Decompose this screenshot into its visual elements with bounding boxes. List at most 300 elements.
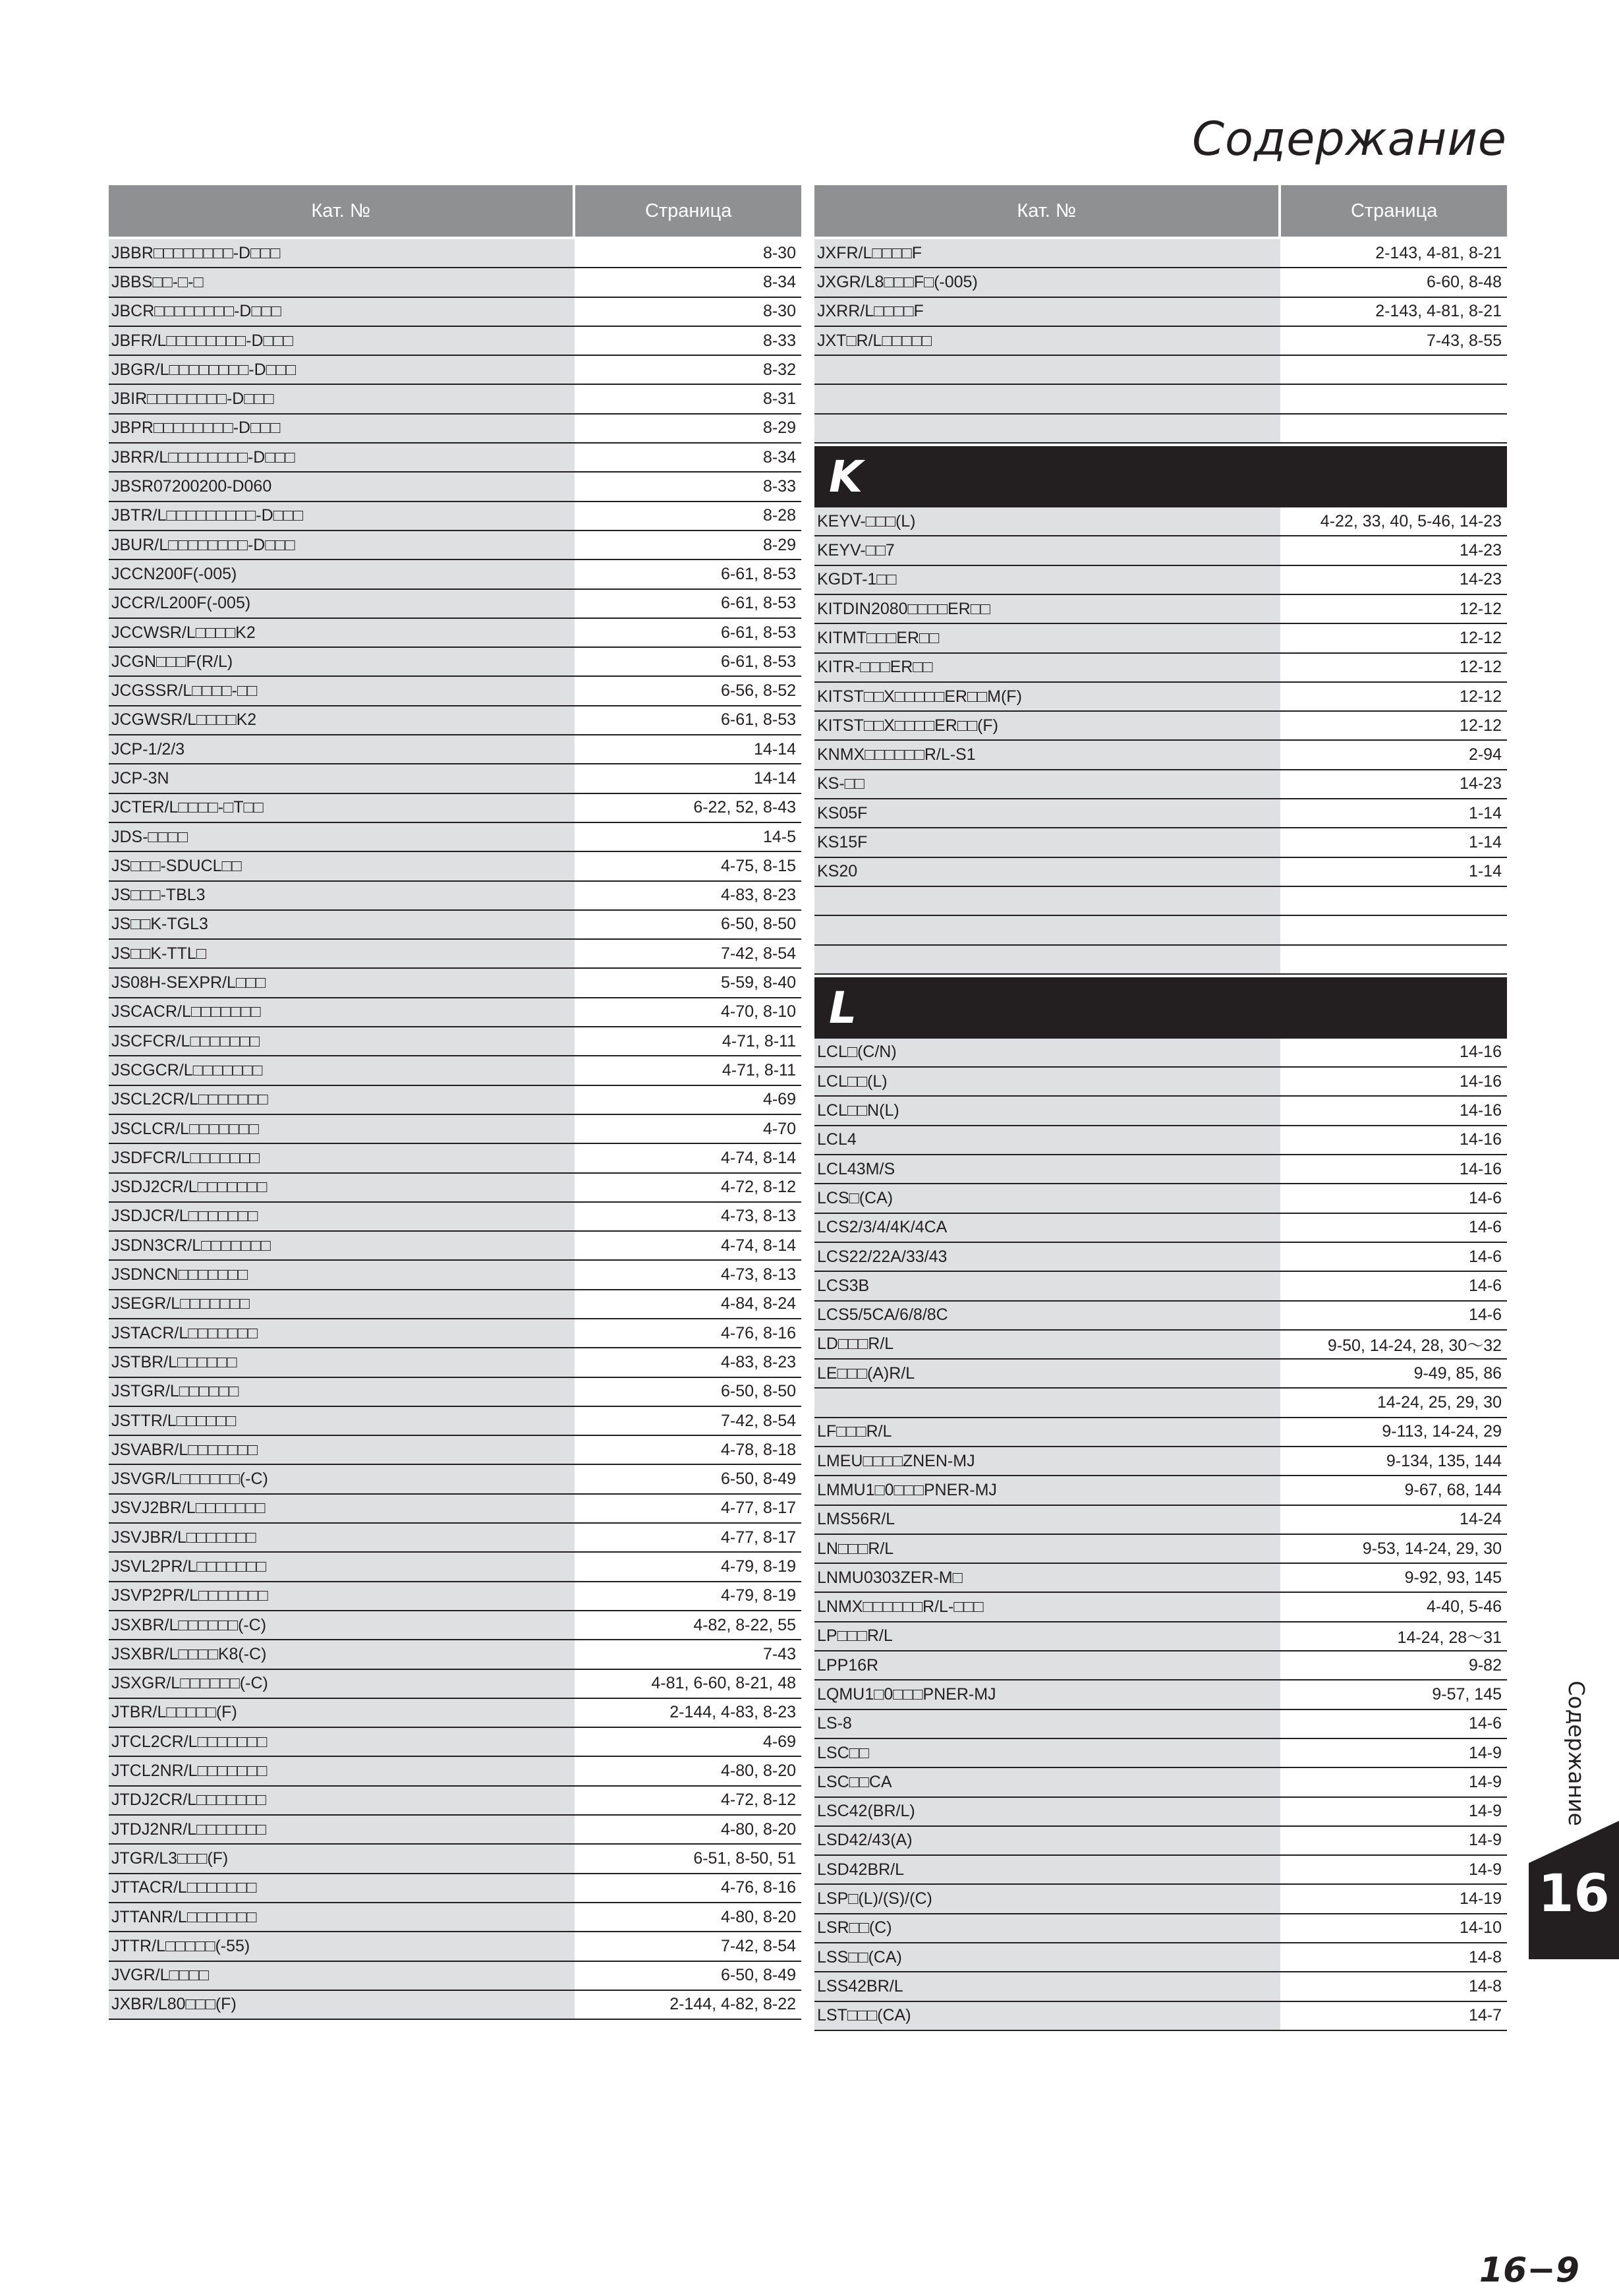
catalog-number-cell: LQMU1□0□□□PNER-MJ: [814, 1680, 1280, 1708]
left-rows: [109, 237, 801, 2020]
page-ref-cell: 4-22, 33, 40, 5-46, 14-23: [1280, 507, 1507, 535]
chapter-tab: [1529, 1821, 1619, 1959]
catalog-number-cell: JCGSSR/L□□□□-□□: [109, 677, 575, 704]
catalog-number-cell: JSDFCR/L□□□□□□□: [109, 1144, 575, 1172]
catalog-number-cell: JSTGR/L□□□□□□: [109, 1378, 575, 1406]
catalog-number-cell: JTTACR/L□□□□□□□: [109, 1874, 575, 1902]
page-ref-cell: 14-9: [1280, 1739, 1507, 1767]
page-ref-cell: 2-143, 4-81, 8-21: [1280, 239, 1507, 267]
table-row: [109, 268, 801, 297]
table-row: [109, 1582, 801, 1611]
page-ref-cell: [1280, 916, 1507, 944]
table-row: [814, 683, 1507, 712]
catalog-number-cell: JSCFCR/L□□□□□□□: [109, 1027, 575, 1055]
table-row: [814, 712, 1507, 741]
catalog-number-cell: LCL□□N(L): [814, 1097, 1280, 1124]
page-ref-cell: 2-144, 4-83, 8-23: [575, 1699, 801, 1727]
page-ref-cell: 14-6: [1280, 1214, 1507, 1242]
catalog-number-cell: KITR-□□□ER□□: [814, 654, 1280, 681]
page-ref-cell: 4-74, 8-14: [575, 1144, 801, 1172]
table-row: [109, 356, 801, 385]
page-ref-cell: 8-31: [575, 385, 801, 413]
table-row: [814, 916, 1507, 945]
page-ref-cell: 14-16: [1280, 1097, 1507, 1124]
page-ref-cell: 6-61, 8-53: [575, 619, 801, 646]
table-row: [109, 444, 801, 473]
table-row: [109, 1290, 801, 1319]
table-row: [814, 654, 1507, 683]
catalog-number-cell: LCS5/5CA/6/8/8C: [814, 1302, 1280, 1329]
right-index-table: [814, 185, 1507, 2031]
catalog-number-cell: LSC42(BR/L): [814, 1798, 1280, 1825]
catalog-number-cell: JSVJBR/L□□□□□□□: [109, 1524, 575, 1551]
table-row: [109, 298, 801, 327]
table-row: [814, 298, 1507, 327]
page-ref-cell: 14-19: [1280, 1885, 1507, 1912]
table-row: [109, 911, 801, 940]
table-row: [814, 1184, 1507, 1213]
catalog-number-cell: JS□□K-TGL3: [109, 911, 575, 938]
page-ref-cell: 14-24, 28～31: [1280, 1622, 1507, 1650]
table-row: [109, 619, 801, 648]
page-ref-cell: 14-16: [1280, 1068, 1507, 1095]
table-row: [814, 1097, 1507, 1126]
table-row: [814, 1593, 1507, 1622]
catalog-number-cell: LCL4: [814, 1126, 1280, 1154]
catalog-number-cell: LSR□□(C): [814, 1914, 1280, 1942]
right-top-rows: [814, 237, 1507, 444]
catalog-number-cell: KS05F: [814, 799, 1280, 827]
catalog-number-cell: JSXBR/L□□□□□□(-C): [109, 1611, 575, 1639]
page-ref-cell: 14-9: [1280, 1798, 1507, 1825]
catalog-number-cell: JCTER/L□□□□-□T□□: [109, 794, 575, 822]
catalog-number-cell: LCL□□(L): [814, 1068, 1280, 1095]
catalog-number-cell: JCP-1/2/3: [109, 735, 575, 763]
page-ref-cell: 9-67, 68, 144: [1280, 1476, 1507, 1504]
page-ref-cell: 2-94: [1280, 741, 1507, 768]
table-row: [814, 1768, 1507, 1797]
catalog-number-cell: JXRR/L□□□□F: [814, 298, 1280, 326]
catalog-number-cell: JSEGR/L□□□□□□□: [109, 1290, 575, 1318]
page-ref-cell: 4-75, 8-15: [575, 852, 801, 880]
table-row: [814, 624, 1507, 653]
catalog-number-cell: JBUR/L□□□□□□□□-D□□□: [109, 531, 575, 559]
page-ref-cell: 14-6: [1280, 1272, 1507, 1300]
table-row: [109, 1086, 801, 1115]
table-row: [814, 1564, 1507, 1593]
catalog-number-cell: LSC□□CA: [814, 1768, 1280, 1796]
table-row: [814, 770, 1507, 799]
catalog-number-cell: LE□□□(A)R/L: [814, 1360, 1280, 1387]
table-row: [814, 858, 1507, 887]
table-row: [109, 1932, 801, 1961]
page-ref-cell: [1280, 356, 1507, 384]
catalog-number-cell: JSTACR/L□□□□□□□: [109, 1319, 575, 1347]
catalog-number-cell: JSTTR/L□□□□□□: [109, 1407, 575, 1435]
table-row: [814, 1039, 1507, 1068]
catalog-number-cell: JBBR□□□□□□□□-D□□□: [109, 239, 575, 267]
page-ref-cell: 14-16: [1280, 1126, 1507, 1154]
catalog-number-cell: LF□□□R/L: [814, 1418, 1280, 1446]
catalog-number-cell: KGDT-1□□: [814, 566, 1280, 594]
table-row: [814, 1214, 1507, 1243]
page-ref-cell: 4-72, 8-12: [575, 1787, 801, 1814]
page-ref-cell: 6-56, 8-52: [575, 677, 801, 704]
page-ref-cell: 6-50, 8-50: [575, 1378, 801, 1406]
catalog-number-cell: JBCR□□□□□□□□-D□□□: [109, 298, 575, 326]
page-ref-cell: 14-9: [1280, 1856, 1507, 1883]
page-ref-cell: 4-76, 8-16: [575, 1874, 801, 1902]
catalog-number-cell: [814, 415, 1280, 442]
page-ref-cell: 1-14: [1280, 828, 1507, 856]
table-row: [814, 356, 1507, 385]
catalog-number-cell: JXBR/L80□□□(F): [109, 1991, 575, 2019]
page-ref-cell: [1280, 385, 1507, 413]
page-ref-cell: 14-16: [1280, 1039, 1507, 1066]
catalog-number-cell: LCS3B: [814, 1272, 1280, 1300]
page-ref-cell: [1280, 887, 1507, 915]
table-row: [814, 536, 1507, 565]
table-row: [814, 1447, 1507, 1476]
page-ref-cell: 9-50, 14-24, 28, 30～32: [1280, 1331, 1507, 1358]
table-row: [814, 741, 1507, 770]
page-ref-cell: 8-28: [575, 502, 801, 530]
page-ref-cell: 4-81, 6-60, 8-21, 48: [575, 1670, 801, 1698]
table-row: [109, 502, 801, 531]
catalog-number-cell: KS20: [814, 858, 1280, 886]
catalog-number-cell: JSVABR/L□□□□□□□: [109, 1436, 575, 1464]
page-ref-cell: 12-12: [1280, 654, 1507, 681]
catalog-number-cell: LSP□(L)/(S)/(C): [814, 1885, 1280, 1912]
page-ref-cell: 6-61, 8-53: [575, 590, 801, 617]
table-row: [109, 735, 801, 764]
catalog-number-cell: JTDJ2NR/L□□□□□□□: [109, 1816, 575, 1843]
catalog-number-cell: LMEU□□□□ZNEN-MJ: [814, 1447, 1280, 1475]
table-row: [814, 1856, 1507, 1885]
table-row: [109, 1611, 801, 1640]
table-row: [109, 1991, 801, 2020]
table-row: [109, 648, 801, 677]
catalog-number-cell: JBPR□□□□□□□□-D□□□: [109, 415, 575, 442]
catalog-number-cell: JCCWSR/L□□□□K2: [109, 619, 575, 646]
catalog-number-cell: JSVGR/L□□□□□□(-C): [109, 1465, 575, 1493]
page-ref-cell: 14-9: [1280, 1768, 1507, 1796]
catalog-number-cell: JSDN3CR/L□□□□□□□: [109, 1232, 575, 1259]
table-row: [109, 1203, 801, 1232]
page-ref-cell: 4-73, 8-13: [575, 1261, 801, 1288]
page-ref-cell: 8-34: [575, 444, 801, 471]
table-row: [109, 1261, 801, 1290]
table-row: [814, 595, 1507, 624]
table-row: [109, 1757, 801, 1786]
section-k-rows: [814, 507, 1507, 975]
catalog-number-cell: [814, 946, 1280, 973]
page-ref-cell: 14-23: [1280, 536, 1507, 564]
table-row: [814, 1798, 1507, 1827]
page-ref-cell: 9-134, 135, 144: [1280, 1447, 1507, 1475]
table-row: [814, 1943, 1507, 1972]
catalog-number-cell: JBBS□□-□-□: [109, 268, 575, 296]
table-row: [814, 1651, 1507, 1680]
side-section-label: [1556, 1674, 1596, 1832]
page-ref-cell: 9-53, 14-24, 29, 30: [1280, 1535, 1507, 1563]
catalog-number-cell: JSCLCR/L□□□□□□□: [109, 1115, 575, 1143]
table-row: [814, 239, 1507, 268]
table-row: [814, 828, 1507, 857]
table-row: [109, 1144, 801, 1173]
catalog-number-cell: [814, 356, 1280, 384]
catalog-number-cell: LSD42/43(A): [814, 1827, 1280, 1854]
catalog-number-cell: JSCGCR/L□□□□□□□: [109, 1056, 575, 1084]
table-row: [109, 1174, 801, 1203]
table-row: [814, 1418, 1507, 1447]
table-row: [109, 1115, 801, 1144]
page-ref-cell: 4-70, 8-10: [575, 998, 801, 1026]
catalog-number-cell: LCL□(C/N): [814, 1039, 1280, 1066]
page-ref-cell: 6-22, 52, 8-43: [575, 794, 801, 822]
catalog-number-cell: JBTR/L□□□□□□□□□-D□□□: [109, 502, 575, 530]
table-row: [109, 852, 801, 881]
page-ref-cell: 4-78, 8-18: [575, 1436, 801, 1464]
page-ref-cell: 14-23: [1280, 566, 1507, 594]
catalog-number-cell: KITST□□X□□□□ER□□(F): [814, 712, 1280, 739]
table-row: [814, 887, 1507, 916]
catalog-number-cell: LS-8: [814, 1710, 1280, 1738]
catalog-number-cell: JCCN200F(-005): [109, 560, 575, 588]
catalog-number-cell: JBSR07200200-D060: [109, 473, 575, 500]
catalog-number-cell: [814, 887, 1280, 915]
table-row: [109, 882, 801, 911]
table-row: [814, 2002, 1507, 2031]
table-row: [109, 1027, 801, 1056]
page-ref-cell: 14-23: [1280, 770, 1507, 798]
section-header-k: K: [814, 446, 1507, 507]
page-ref-cell: 4-74, 8-14: [575, 1232, 801, 1259]
table-row: [109, 1465, 801, 1494]
catalog-number-cell: JSCL2CR/L□□□□□□□: [109, 1086, 575, 1114]
catalog-number-cell: JTTR/L□□□□□(-55): [109, 1932, 575, 1960]
page-ref-cell: 6-50, 8-50: [575, 911, 801, 938]
page-ref-cell: 7-42, 8-54: [575, 1932, 801, 1960]
page-ref-cell: 6-61, 8-53: [575, 560, 801, 588]
page-ref-cell: 6-50, 8-49: [575, 1465, 801, 1493]
catalog-number-cell: JBRR/L□□□□□□□□-D□□□: [109, 444, 575, 471]
page-ref-cell: 4-73, 8-13: [575, 1203, 801, 1230]
table-row: [814, 415, 1507, 444]
catalog-number-cell: KEYV-□□□(L): [814, 507, 1280, 535]
page-ref-cell: 14-10: [1280, 1914, 1507, 1942]
page-ref-cell: 14-6: [1280, 1243, 1507, 1271]
page-ref-cell: 14-24: [1280, 1506, 1507, 1534]
catalog-number-cell: JSCACR/L□□□□□□□: [109, 998, 575, 1026]
catalog-number-cell: LNMX□□□□□□R/L-□□□: [814, 1593, 1280, 1621]
table-row: [109, 385, 801, 414]
catalog-number-cell: JCCR/L200F(-005): [109, 590, 575, 617]
table-row: [109, 794, 801, 823]
page-ref-cell: 12-12: [1280, 683, 1507, 710]
page-ref-cell: 9-57, 145: [1280, 1680, 1507, 1708]
page-ref-cell: 4-80, 8-20: [575, 1903, 801, 1931]
table-row: [109, 1874, 801, 1903]
catalog-number-cell: KITST□□X□□□□□ER□□M(F): [814, 683, 1280, 710]
page-ref-cell: 9-92, 93, 145: [1280, 1564, 1507, 1592]
catalog-number-cell: JSVL2PR/L□□□□□□□: [109, 1553, 575, 1580]
table-row: [109, 590, 801, 619]
page-ref-cell: 7-43: [575, 1640, 801, 1668]
page-ref-cell: 14-24, 25, 29, 30: [1280, 1389, 1507, 1416]
page-ref-cell: 9-82: [1280, 1651, 1507, 1679]
catalog-number-cell: JCGN□□□F(R/L): [109, 648, 575, 675]
page-ref-cell: 12-12: [1280, 624, 1507, 652]
table-row: [814, 1126, 1507, 1155]
table-row: [814, 385, 1507, 414]
table-row: [814, 1068, 1507, 1097]
page-ref-cell: 4-79, 8-19: [575, 1582, 801, 1610]
catalog-number-cell: JTBR/L□□□□□(F): [109, 1699, 575, 1727]
catalog-number-cell: LMMU1□0□□□PNER-MJ: [814, 1476, 1280, 1504]
page-ref-cell: 1-14: [1280, 799, 1507, 827]
catalog-number-cell: JS08H-SEXPR/L□□□: [109, 969, 575, 996]
page-ref-cell: 4-40, 5-46: [1280, 1593, 1507, 1621]
page-ref-cell: 4-83, 8-23: [575, 1348, 801, 1376]
table-row: [109, 1056, 801, 1085]
catalog-number-cell: JTTANR/L□□□□□□□: [109, 1903, 575, 1931]
table-row: [814, 1710, 1507, 1739]
catalog-number-cell: LMS56R/L: [814, 1506, 1280, 1534]
page-ref-cell: 4-69: [575, 1728, 801, 1756]
page-ref-cell: 14-6: [1280, 1710, 1507, 1738]
catalog-number-cell: [814, 1389, 1280, 1416]
page-ref-cell: 8-30: [575, 298, 801, 326]
catalog-number-cell: JDS-□□□□: [109, 823, 575, 851]
table-row: [109, 1845, 801, 1874]
header-catalog: Кат. №: [1017, 200, 1076, 221]
table-row: [814, 1272, 1507, 1301]
catalog-number-cell: LCS22/22A/33/43: [814, 1243, 1280, 1271]
header-catalog: Кат. №: [311, 200, 370, 221]
page-ref-cell: 9-113, 14-24, 29: [1280, 1418, 1507, 1446]
catalog-number-cell: LN□□□R/L: [814, 1535, 1280, 1563]
catalog-number-cell: JCP-3N: [109, 764, 575, 792]
table-row: [814, 1302, 1507, 1331]
page-number: 16−9: [1479, 2251, 1579, 2290]
catalog-number-cell: JSXGR/L□□□□□□(-C): [109, 1670, 575, 1698]
catalog-number-cell: JXFR/L□□□□F: [814, 239, 1280, 267]
catalog-number-cell: LPP16R: [814, 1651, 1280, 1679]
catalog-number-cell: [814, 385, 1280, 413]
page-ref-cell: 7-42, 8-54: [575, 940, 801, 967]
catalog-number-cell: JBGR/L□□□□□□□□-D□□□: [109, 356, 575, 384]
catalog-number-cell: KEYV-□□7: [814, 536, 1280, 564]
page-title: Содержание: [1192, 112, 1507, 166]
catalog-number-cell: LSC□□: [814, 1739, 1280, 1767]
catalog-number-cell: LCS□(CA): [814, 1184, 1280, 1212]
left-index-table: [109, 185, 801, 2020]
page-ref-cell: 14-6: [1280, 1302, 1507, 1329]
catalog-number-cell: LP□□□R/L: [814, 1622, 1280, 1650]
table-row: [814, 799, 1507, 828]
side-section-label-text: Содержание: [1563, 1680, 1589, 1826]
catalog-number-cell: LD□□□R/L: [814, 1331, 1280, 1358]
catalog-number-cell: JCGWSR/L□□□□K2: [109, 706, 575, 734]
page-ref-cell: 2-144, 4-82, 8-22: [575, 1991, 801, 2019]
page-ref-cell: 8-33: [575, 473, 801, 500]
catalog-number-cell: LST□□□(CA): [814, 2002, 1280, 2030]
table-row: [109, 677, 801, 706]
catalog-number-cell: JSDNCN□□□□□□□: [109, 1261, 575, 1288]
page-ref-cell: 14-5: [575, 823, 801, 851]
catalog-number-cell: LSS42BR/L: [814, 1972, 1280, 2000]
page-ref-cell: 4-72, 8-12: [575, 1174, 801, 1201]
page-ref-cell: 1-14: [1280, 858, 1507, 886]
catalog-number-cell: JSDJ2CR/L□□□□□□□: [109, 1174, 575, 1201]
catalog-number-cell: LCS2/3/4/4K/4CA: [814, 1214, 1280, 1242]
page-ref-cell: 7-43, 8-55: [1280, 327, 1507, 355]
page-ref-cell: 4-80, 8-20: [575, 1816, 801, 1843]
page-ref-cell: 4-77, 8-17: [575, 1495, 801, 1522]
catalog-number-cell: LSS□□(CA): [814, 1943, 1280, 1971]
catalog-number-cell: JSXBR/L□□□□K8(-C): [109, 1640, 575, 1668]
page-ref-cell: 4-70: [575, 1115, 801, 1143]
catalog-number-cell: KS15F: [814, 828, 1280, 856]
table-row: [109, 239, 801, 268]
page-ref-cell: 14-16: [1280, 1155, 1507, 1183]
table-row: [814, 1331, 1507, 1360]
page-ref-cell: 14-7: [1280, 2002, 1507, 2030]
table-row: [109, 560, 801, 589]
catalog-number-cell: KITMT□□□ER□□: [814, 624, 1280, 652]
table-row: [109, 969, 801, 998]
table-row: [109, 1816, 801, 1845]
table-row: [109, 327, 801, 356]
table-row: [814, 1155, 1507, 1184]
catalog-number-cell: JTDJ2CR/L□□□□□□□: [109, 1787, 575, 1814]
table-row: [109, 1319, 801, 1348]
catalog-number-cell: JVGR/L□□□□: [109, 1962, 575, 1990]
page-ref-cell: 8-33: [575, 327, 801, 355]
header-page: Страница: [573, 185, 801, 237]
catalog-number-cell: JBIR□□□□□□□□-D□□□: [109, 385, 575, 413]
page-ref-cell: 14-14: [575, 764, 801, 792]
page-ref-cell: 9-49, 85, 86: [1280, 1360, 1507, 1387]
table-row: [814, 1535, 1507, 1564]
catalog-number-cell: JBFR/L□□□□□□□□-D□□□: [109, 327, 575, 355]
section-l-rows: [814, 1039, 1507, 2031]
catalog-number-cell: LNMU0303ZER-M□: [814, 1564, 1280, 1592]
page-ref-cell: [1280, 415, 1507, 442]
page-ref-cell: 14-14: [575, 735, 801, 763]
page-ref-cell: 14-8: [1280, 1972, 1507, 2000]
table-row: [814, 566, 1507, 595]
catalog-number-cell: JTCL2CR/L□□□□□□□: [109, 1728, 575, 1756]
catalog-number-cell: JTGR/L3□□□(F): [109, 1845, 575, 1872]
table-row: [109, 1524, 801, 1553]
page-ref-cell: 8-29: [575, 531, 801, 559]
table-row: [814, 1680, 1507, 1709]
table-row: [109, 1232, 801, 1261]
table-row: [109, 415, 801, 444]
page-ref-cell: 7-42, 8-54: [575, 1407, 801, 1435]
page-ref-cell: 6-60, 8-48: [1280, 268, 1507, 296]
table-row: [814, 1739, 1507, 1768]
page-ref-cell: 2-143, 4-81, 8-21: [1280, 298, 1507, 326]
page-ref-cell: 14-8: [1280, 1943, 1507, 1971]
table-row: [814, 946, 1507, 975]
page-ref-cell: 4-79, 8-19: [575, 1553, 801, 1580]
table-row: [109, 998, 801, 1027]
page-ref-cell: 6-61, 8-53: [575, 706, 801, 734]
page-ref-cell: 6-50, 8-49: [575, 1962, 801, 1990]
